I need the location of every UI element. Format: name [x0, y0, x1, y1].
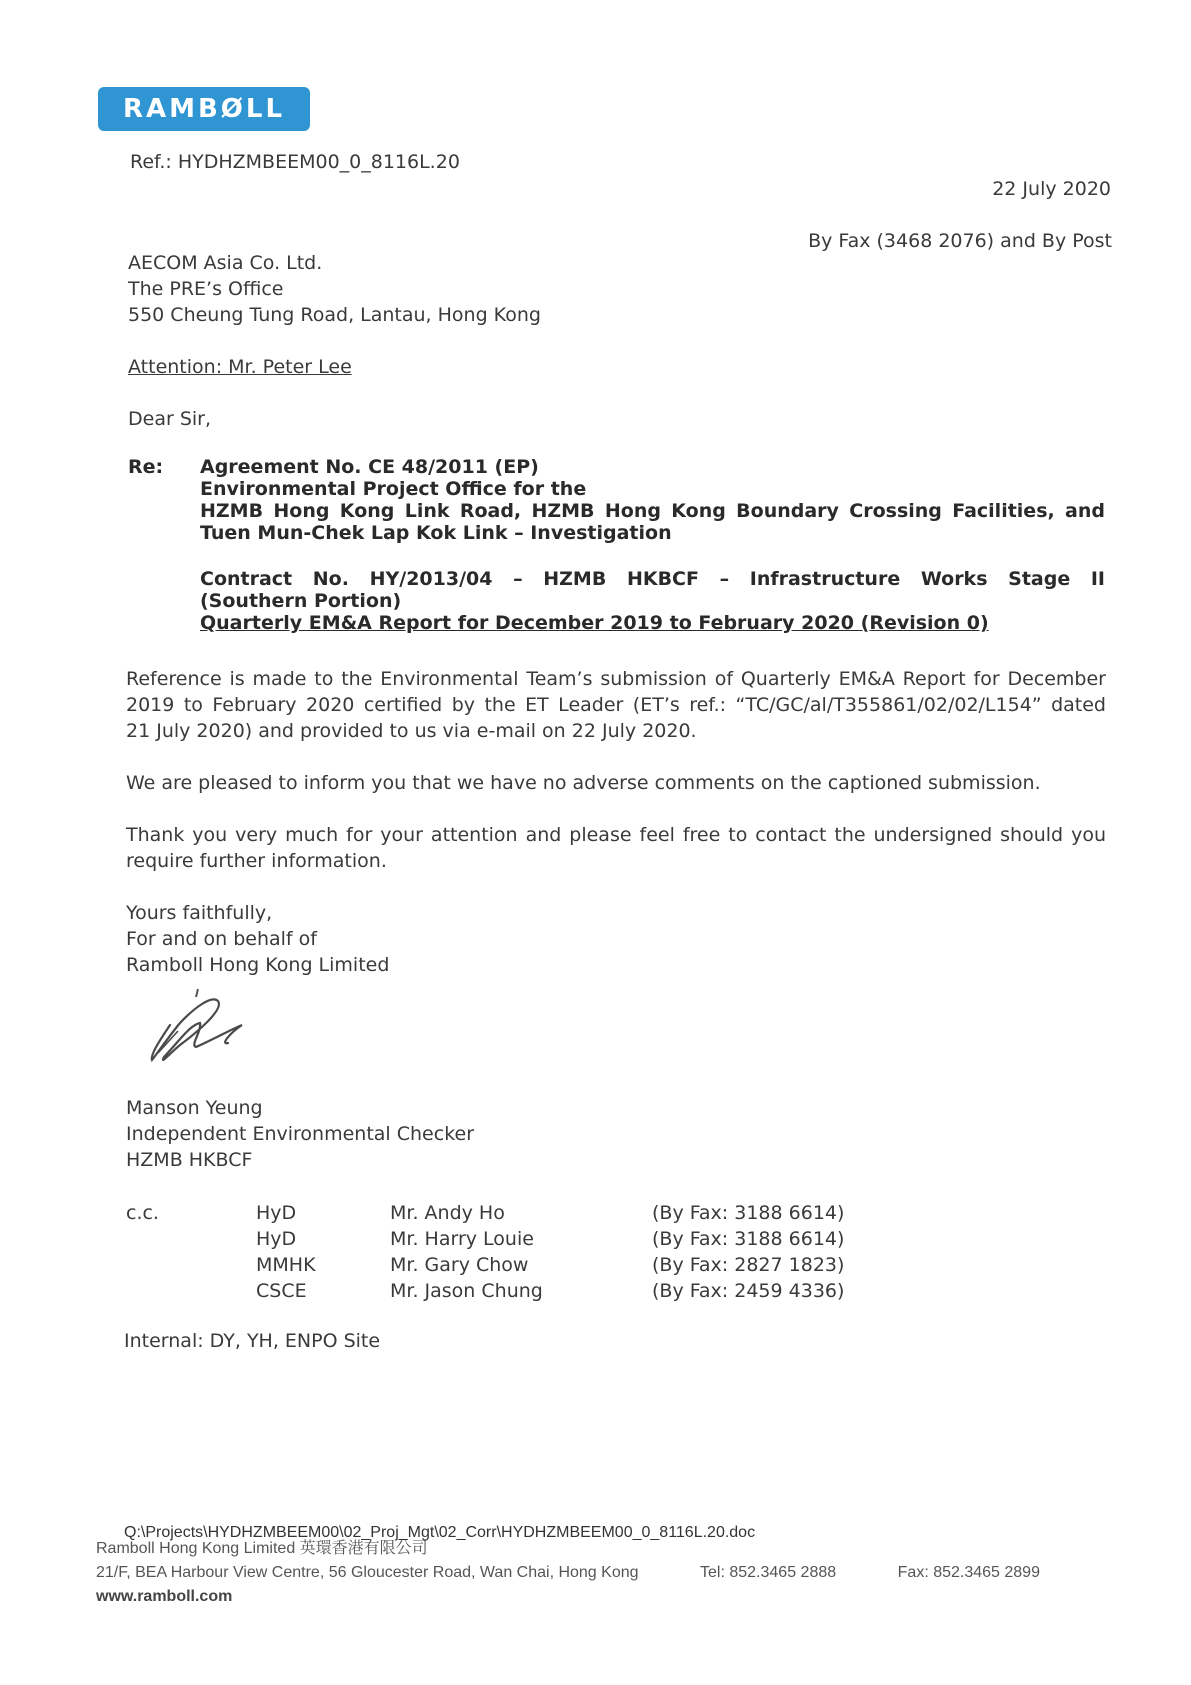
contract-line2: (Southern Portion)	[200, 590, 402, 612]
recipient-company: AECOM Asia Co. Ltd.	[128, 252, 323, 274]
cc-fax: (By Fax: 2827 1823)	[652, 1254, 845, 1276]
contract-line1: Contract No. HY/2013/04 – HZMB HKBCF – Infrastructure Works Stage II	[200, 568, 1105, 590]
project-title-line1: HZMB Hong Kong Link Road, HZMB Hong Kong Boundary Crossing Facilities, and	[200, 500, 1105, 522]
project-office: Environmental Project Office for the	[200, 478, 587, 500]
internal-distribution: Internal: DY, YH, ENPO Site	[124, 1330, 381, 1352]
footer-website[interactable]: www.ramboll.com	[96, 1588, 233, 1605]
footer-address: 21/F, BEA Harbour View Centre, 56 Gloucester Road, Wan Chai, Hong Kong	[96, 1564, 639, 1581]
agreement-number: Agreement No. CE 48/2011 (EP)	[200, 456, 539, 478]
cc-list	[256, 1200, 844, 1304]
cc-name: Mr. Jason Chung	[390, 1280, 543, 1302]
cc-row	[256, 1226, 844, 1252]
cc-org: HyD	[256, 1228, 297, 1250]
reference-number: Ref.: HYDHZMBEEM00_0_8116L.20	[130, 151, 460, 173]
paragraph-thanks	[126, 822, 1106, 874]
cc-name: Mr. Andy Ho	[390, 1202, 505, 1224]
cc-label: c.c.	[126, 1202, 159, 1224]
recipient-street: 550 Cheung Tung Road, Lantau, Hong Kong	[128, 304, 541, 326]
signatory-org: HZMB HKBCF	[126, 1149, 253, 1171]
cc-fax: (By Fax: 3188 6614)	[652, 1228, 845, 1250]
closing-line: Yours faithfully,	[126, 902, 273, 924]
cc-name: Mr. Gary Chow	[390, 1254, 529, 1276]
salutation: Dear Sir,	[128, 408, 212, 430]
closing-line: For and on behalf of	[126, 928, 317, 950]
cc-fax: (By Fax: 2459 4336)	[652, 1280, 845, 1302]
attention-line: Attention: Mr. Peter Lee	[128, 356, 352, 378]
paragraph-line: Thank you very much for your attention and please feel free to contact the undersigned should you	[126, 824, 1106, 846]
footer-fax: Fax: 852.3465 2899	[897, 1564, 1040, 1581]
signatory-block	[126, 1095, 474, 1173]
footer-company: Ramboll Hong Kong Limited 英環香港有限公司	[96, 1540, 428, 1557]
re-label: Re:	[128, 456, 164, 478]
file-path: Q:\Projects\HYDHZMBEEM00\02_Proj_Mgt\02_Corr\HYDHZMBEEM00_0_8116L.20.doc	[124, 1524, 756, 1541]
cc-fax: (By Fax: 3188 6614)	[652, 1202, 845, 1224]
cc-row	[256, 1278, 844, 1304]
project-title-line2: Tuen Mun-Chek Lap Kok Link – Investigation	[200, 522, 672, 544]
signatory-title: Independent Environmental Checker	[126, 1123, 475, 1145]
paragraph-line: 2019 to February 2020 certified by the ET Leader (ET’s ref.: “TC/GC/al/T355861/02/02/L154” dated	[126, 694, 1106, 716]
subject-block	[200, 456, 1105, 634]
cc-name: Mr. Harry Louie	[390, 1228, 534, 1250]
paragraph-line: 21 July 2020) and provided to us via e-mail on 22 July 2020.	[126, 720, 697, 742]
closing-line: Ramboll Hong Kong Limited	[126, 954, 390, 976]
footer-tel: Tel: 852.3465 2888	[700, 1564, 837, 1581]
cc-org: HyD	[256, 1202, 297, 1224]
cc-row	[256, 1200, 844, 1226]
footer-contact	[96, 1560, 1040, 1586]
recipient-address	[128, 250, 541, 328]
paragraph-line: require further information.	[126, 850, 387, 872]
cc-row	[256, 1252, 844, 1278]
letter-date: 22 July 2020	[992, 178, 1111, 200]
cc-org: CSCE	[256, 1280, 307, 1302]
paragraph-reference	[126, 666, 1106, 744]
handwritten-signature	[140, 985, 280, 1075]
delivery-method: By Fax (3468 2076) and By Post	[808, 230, 1112, 252]
paragraph-no-comments: We are pleased to inform you that we have no adverse comments on the captioned submission.	[126, 772, 1041, 794]
recipient-office: The PRE’s Office	[128, 278, 284, 300]
cc-org: MMHK	[256, 1254, 316, 1276]
ramboll-logo: RAMBØLL	[98, 87, 310, 131]
paragraph-line: Reference is made to the Environmental Team’s submission of Quarterly EM&A Report for December	[126, 668, 1106, 690]
report-title: Quarterly EM&A Report for December 2019 to February 2020 (Revision 0)	[200, 612, 989, 634]
closing-block	[126, 900, 389, 978]
signatory-name: Manson Yeung	[126, 1097, 263, 1119]
